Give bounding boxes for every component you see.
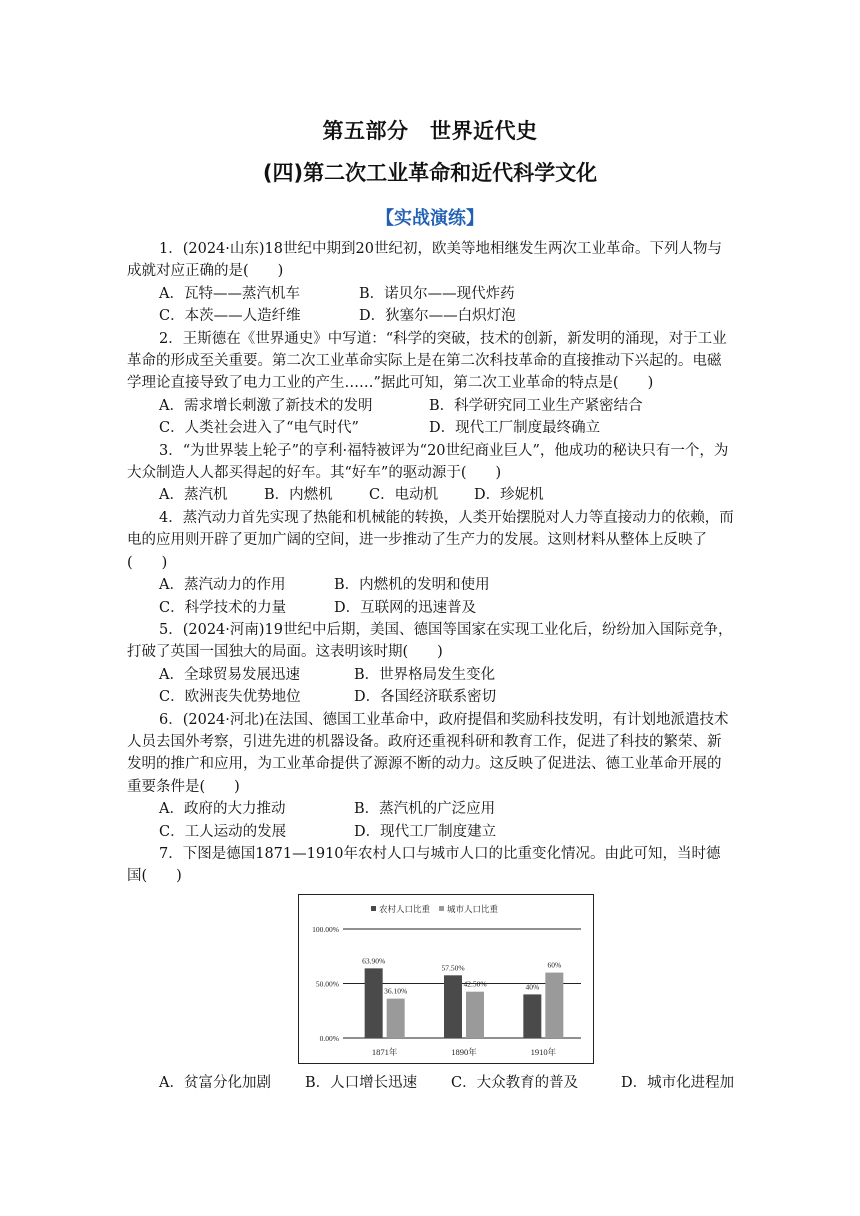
data-label: 60%: [547, 960, 562, 970]
legend-label: 农村人口比重: [379, 903, 431, 914]
bar: [365, 968, 383, 1038]
option-c[interactable]: C．人类社会进入了“电气时代”: [159, 420, 359, 437]
option-b[interactable]: B．蒸汽机的广泛应用: [354, 801, 496, 818]
option-c[interactable]: C．科学技术的力量: [159, 599, 287, 616]
question-options: [127, 283, 734, 305]
question-options: [127, 395, 734, 417]
y-tick-label: 0.00%: [319, 1033, 339, 1043]
x-tick-label: 1871年: [371, 1046, 398, 1057]
legend-label: 城市人口比重: [447, 903, 499, 914]
option-d[interactable]: D．珍妮机: [474, 487, 544, 504]
option-b[interactable]: B．内燃机: [264, 487, 333, 504]
option-a[interactable]: A．政府的大力推动: [159, 801, 286, 818]
option-c[interactable]: C．工人运动的发展: [159, 823, 287, 840]
legend-swatch: [439, 906, 444, 911]
part-title: 第五部分 世界近代史: [322, 119, 538, 143]
option-d[interactable]: D．互联网的迅速普及: [334, 599, 477, 616]
question-stem: 2．王斯德在《世界通史》中写道：“科学的突破，技术的创新，新发明的涌现，对于工业革命的形成至关重要。第二次工业革命实际上是在第二次科技革命的直接推动下兴起的。电磁学理论直接导致了电力工业的产生……”据此可知，第二次工业革命的特点是( ): [127, 330, 727, 392]
data-label: 57.50%: [441, 963, 465, 973]
question-options: [127, 798, 734, 820]
question-stem: 6．(2024·河北)在法国、德国工业革命中，政府提倡和奖励科技发明，有计划地派遣技术人员去国外考察，引进先进的机器设备。政府还重视科研和教育工作，促进了科技的繁荣、新发明的推广和应用，为工业革命提供了源源不断的动力。这反映了促进法、德工业革命开展的重要条件是( ): [127, 711, 729, 795]
legend-swatch: [371, 906, 376, 911]
population-chart: [298, 894, 594, 1064]
question-options: [127, 686, 734, 708]
option-c[interactable]: C．本茨——人造纤维: [159, 308, 301, 325]
option-b[interactable]: B．科学研究同工业生产紧密结合: [429, 397, 643, 414]
section-title: (四)第二次工业革命和近代科学文化: [262, 161, 598, 185]
question-options: [127, 664, 734, 686]
bar: [444, 975, 462, 1038]
x-tick-label: 1910年: [530, 1046, 557, 1057]
question-options: [127, 1072, 734, 1094]
option-b[interactable]: B．诺贝尔——现代炸药: [359, 285, 515, 302]
option-d[interactable]: D．现代工厂制度最终确立: [429, 420, 601, 437]
bar: [387, 998, 405, 1037]
bar: [466, 991, 484, 1037]
data-label: 42.50%: [463, 979, 487, 989]
option-b[interactable]: B．世界格局发生变化: [354, 666, 496, 683]
option-a[interactable]: A．蒸汽机: [159, 487, 228, 504]
question-options: [127, 821, 734, 843]
option-d[interactable]: D．狄塞尔——白炽灯泡: [359, 308, 516, 325]
question-stem: 1．(2024·山东)18世纪中期到20世纪初，欧美等地相继发生两次工业革命。下列人物与成就对应正确的是( ): [127, 241, 722, 280]
option-d[interactable]: D．现代工厂制度建立: [354, 823, 497, 840]
data-label: 63.90%: [362, 956, 386, 966]
question-options: [127, 305, 734, 327]
practice-label: 【实战演练】: [376, 208, 484, 229]
option-d[interactable]: D．各国经济联系密切: [354, 689, 497, 706]
question-options: [127, 597, 734, 619]
option-a[interactable]: A．需求增长刺激了新技术的发明: [159, 397, 373, 414]
x-tick-label: 1890年: [451, 1046, 477, 1057]
question-options: [127, 574, 734, 596]
option-a[interactable]: A．蒸汽动力的作用: [159, 577, 286, 594]
option-c[interactable]: C．欧洲丧失优势地位: [159, 689, 301, 706]
question-options: [127, 417, 734, 439]
bar: [523, 994, 541, 1038]
option-c[interactable]: C．电动机: [369, 487, 439, 504]
y-tick-label: 100.00%: [312, 924, 339, 934]
question-stem: 4．蒸汽动力首先实现了热能和机械能的转换，人类开始摆脱对人力等直接动力的依赖，而电的应用则开辟了更加广阔的空间，进一步推动了生产力的发展。这则材料从整体上反映了( ): [127, 509, 734, 571]
question-stem: 3．“为世界装上轮子”的亨利·福特被评为“20世纪商业巨人”，他成功的秘诀只有一个，为大众制造人人都买得起的好车。其“好车”的驱动源于( ): [127, 442, 729, 482]
option-a[interactable]: A．瓦特——蒸汽机车: [159, 285, 300, 302]
y-tick-label: 50.00%: [315, 979, 339, 989]
data-label: 36.10%: [384, 986, 408, 996]
population-chart-svg: [299, 895, 593, 1063]
option-a[interactable]: A．全球贸易发展迅速: [159, 666, 300, 683]
data-label: 40%: [525, 982, 540, 992]
question-stem: 5．(2024·河南)19世纪中后期，美国、德国等国家在实现工业化后，纷纷加入国际竞争，打破了英国一国独大的局面。这表明该时期( ): [127, 621, 733, 661]
option-b[interactable]: B．人口增长迅速: [305, 1074, 418, 1091]
option-d[interactable]: D．城市化进程加: [621, 1074, 735, 1091]
option-c[interactable]: C．大众教育的普及: [451, 1074, 579, 1091]
bar: [545, 972, 563, 1037]
question-options: [127, 484, 734, 506]
question-list: [127, 238, 734, 1094]
option-b[interactable]: B．内燃机的发明和使用: [334, 577, 490, 594]
option-a[interactable]: A．贫富分化加剧: [159, 1074, 271, 1091]
question-stem: 7．下图是德国1871—1910年农村人口与城市人口的比重变化情况。由此可知，当时德国( ): [127, 845, 721, 885]
